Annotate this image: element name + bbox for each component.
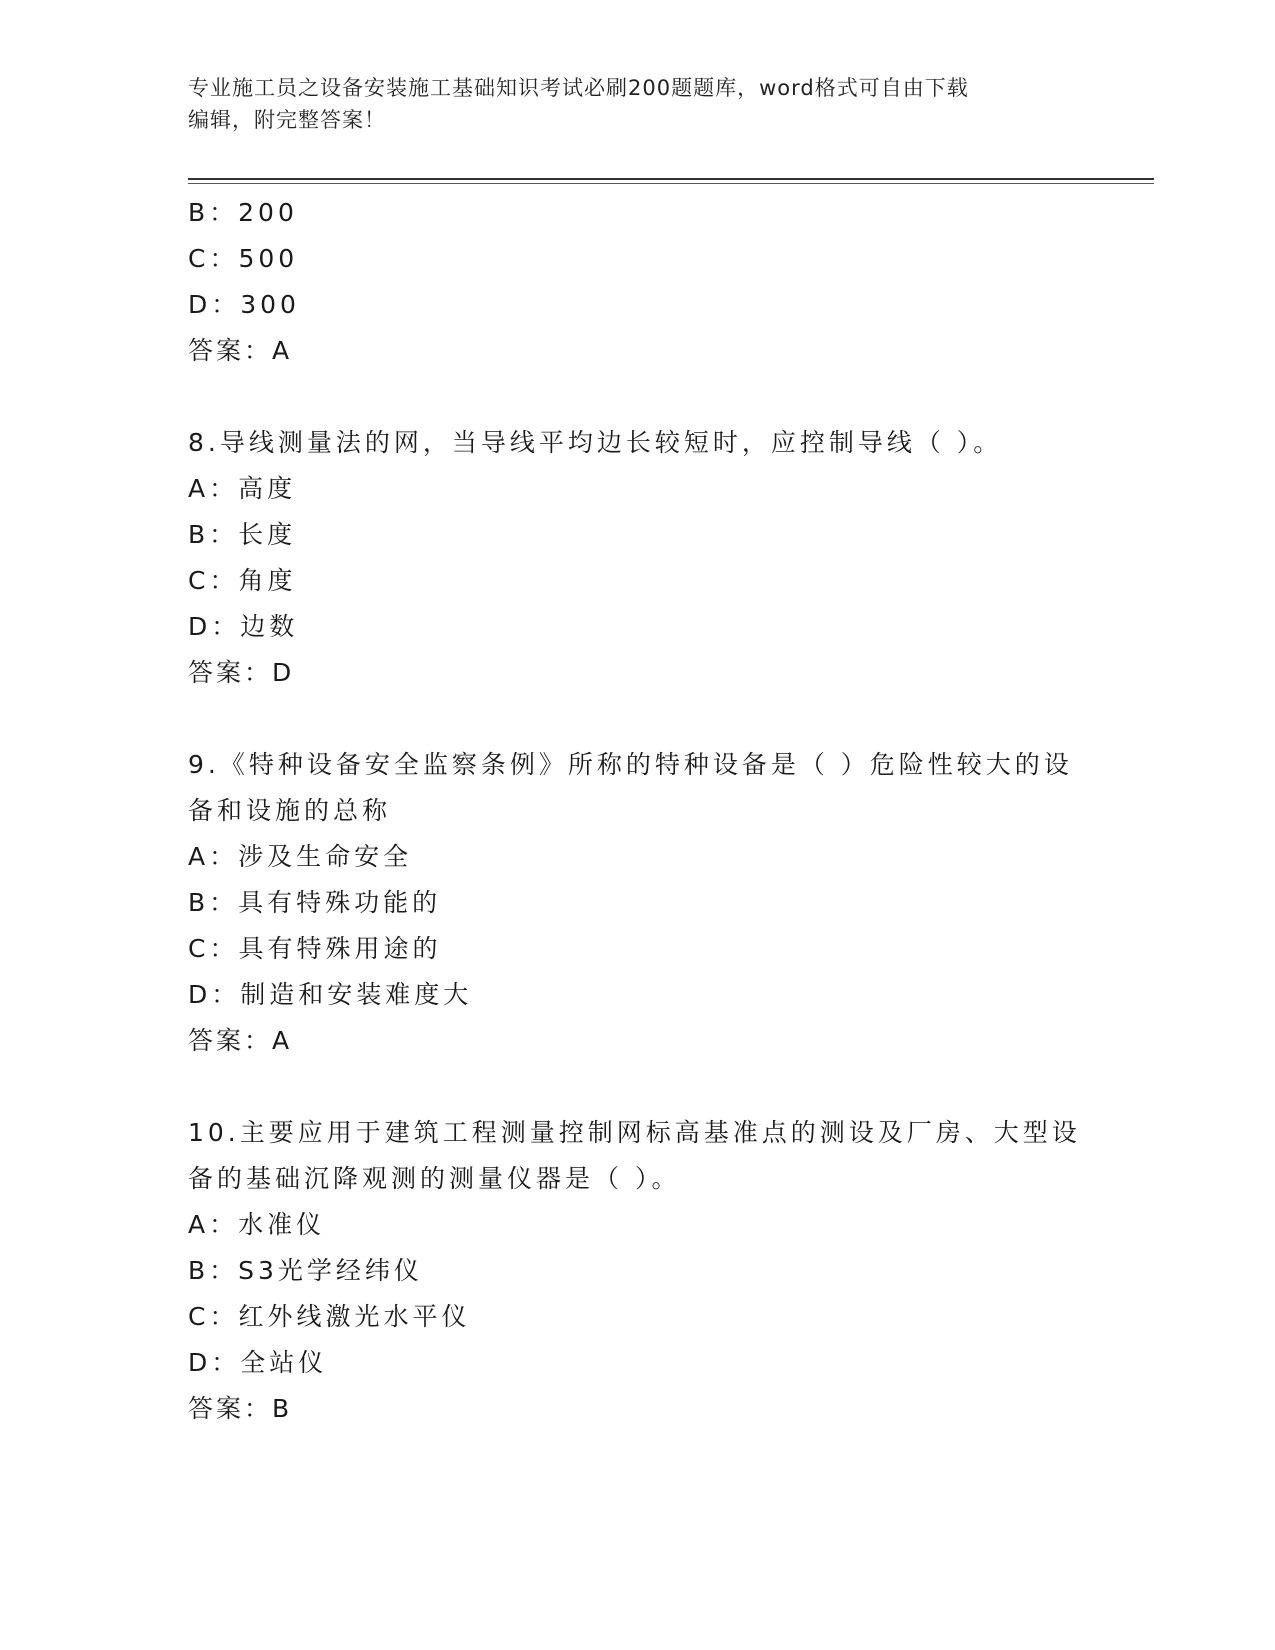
option-b: B：200 (188, 198, 298, 227)
option-a: A：涉及生命安全 (188, 842, 413, 871)
answer-line: 答案：A (188, 336, 293, 365)
document-header (188, 72, 1088, 136)
option-c: C：500 (188, 244, 299, 273)
option-d: D：边数 (188, 612, 299, 641)
option-b: B：具有特殊功能的 (188, 888, 442, 917)
option-a: A：高度 (188, 474, 297, 503)
header-divider-thin (188, 183, 1154, 184)
question-9 (188, 742, 1088, 1064)
option-b: B：长度 (188, 520, 297, 549)
option-d: D：300 (188, 290, 300, 319)
question-10 (188, 1110, 1088, 1432)
option-c: C：红外线激光水平仪 (188, 1302, 471, 1331)
option-a: A：水准仪 (188, 1210, 326, 1239)
option-c: C：角度 (188, 566, 297, 595)
header-divider-thick (188, 178, 1154, 180)
answer-line: 答案：B (188, 1394, 293, 1423)
question-7-continued (188, 190, 1088, 374)
header-title-line-2: 编辑，附完整答案！ (188, 108, 386, 132)
header-title-line-1: 专业施工员之设备安装施工基础知识考试必刷200题题库，word格式可自由下载 (188, 76, 969, 100)
option-d: D：制造和安装难度大 (188, 980, 473, 1009)
question-text: 10.主要应用于建筑工程测量控制网标高基准点的测设及厂房、大型设备的基础沉降观测的测量仪器是（ ）。 (188, 1118, 1081, 1193)
option-b: B：S3光学经纬仪 (188, 1256, 423, 1285)
question-list (188, 190, 1088, 1432)
question-text: 8.导线测量法的网，当导线平均边长较短时，应控制导线（ ）。 (188, 428, 1003, 457)
question-text: 9.《特种设备安全监察条例》所称的特种设备是（ ）危险性较大的设备和设施的总称 (188, 750, 1073, 825)
answer-line: 答案：A (188, 1026, 293, 1055)
option-c: C：具有特殊用途的 (188, 934, 442, 963)
question-8 (188, 420, 1088, 696)
answer-line: 答案：D (188, 658, 295, 687)
option-d: D：全站仪 (188, 1348, 328, 1377)
